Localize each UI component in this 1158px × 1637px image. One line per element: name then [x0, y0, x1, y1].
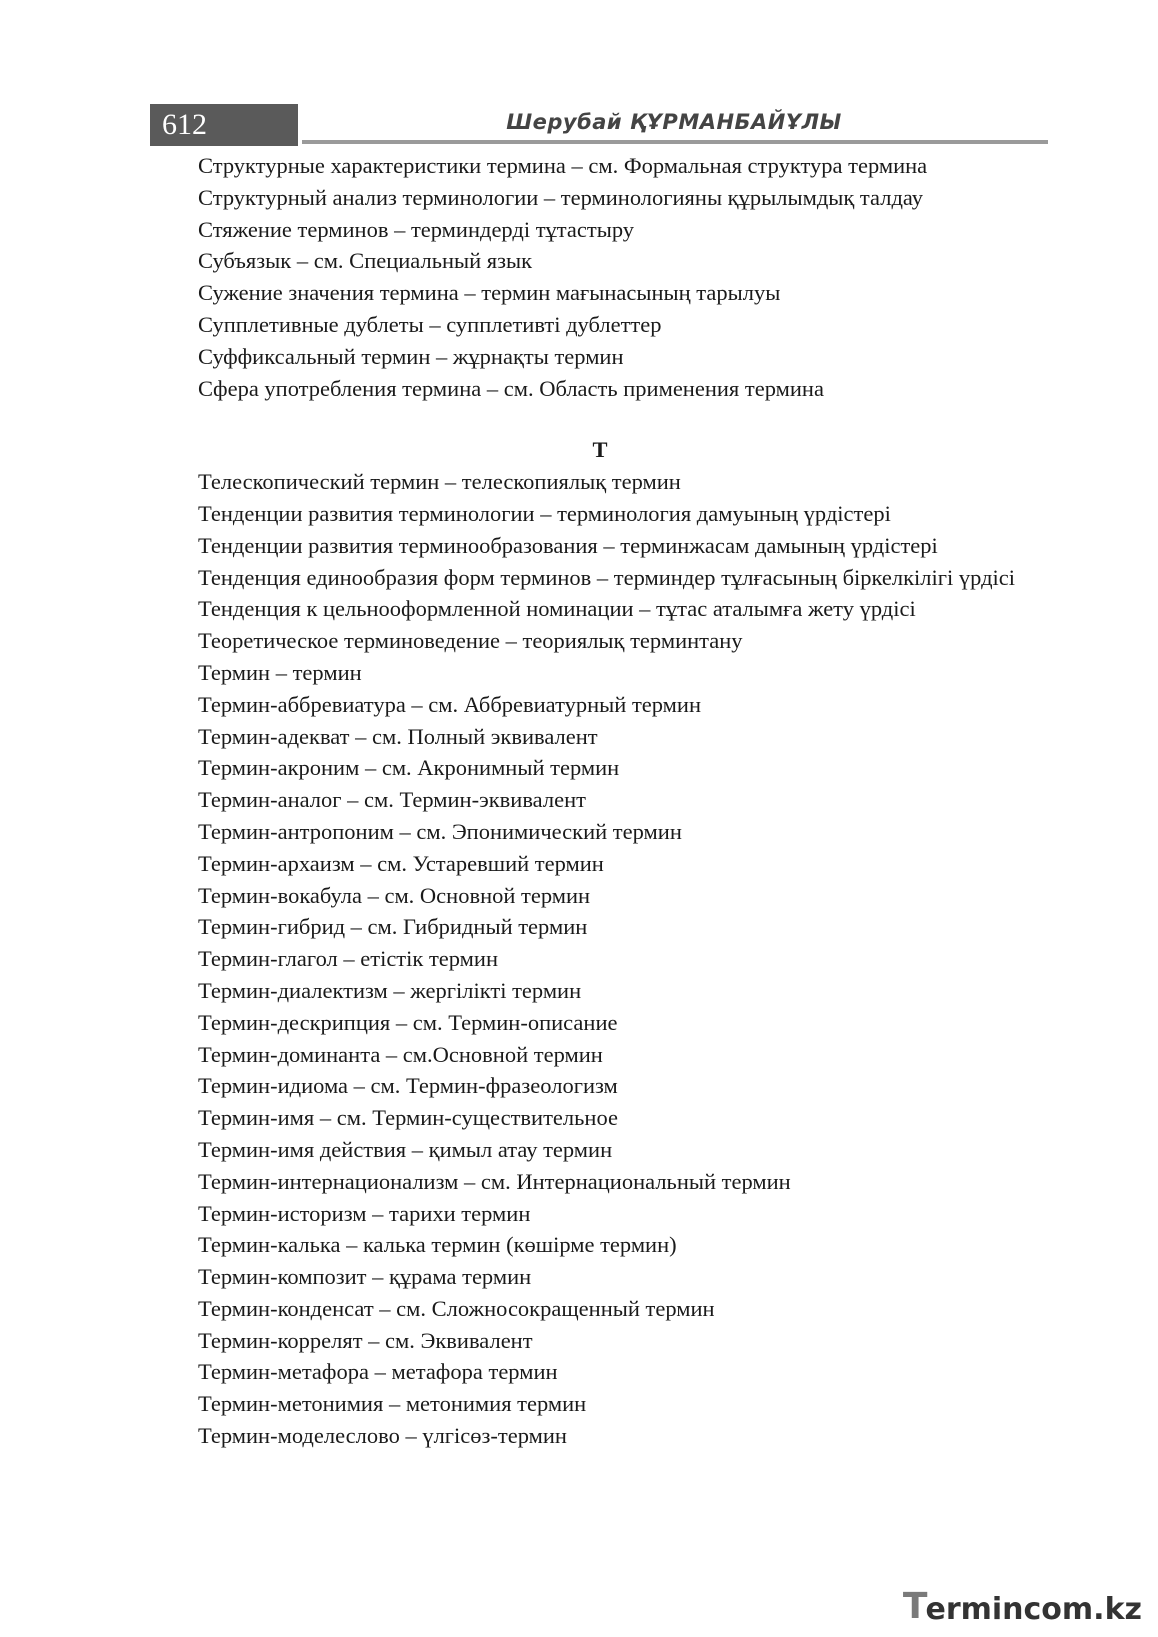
entry-list-t: [152, 466, 1048, 1452]
list-item: Термин-имя – см. Термин-существительное: [198, 1105, 618, 1131]
running-head-author: Шерубай ҚҰРМАНБАЙҰЛЫ: [506, 110, 842, 134]
list-item: Термин-калька – калька термин (көшірме термин): [198, 1232, 677, 1258]
dictionary-content: [152, 150, 1048, 1452]
list-item: Супплетивные дублеты – супплетивті дублеттер: [198, 311, 662, 337]
list-item: Сужение значения термина – термин мағынасының тарылуы: [198, 280, 781, 306]
list-item: Термин-коррелят – см. Эквивалент: [198, 1327, 533, 1353]
list-item: Сфера употребления термина – см. Область применения термина: [198, 375, 824, 401]
list-item: Тенденции развития терминологии – терминология дамуының үрдістері: [198, 500, 891, 526]
list-item: Термин – термин: [198, 659, 362, 685]
logo-mark: T: [902, 1586, 928, 1627]
list-item: Термин-адекват – см. Полный эквивалент: [198, 723, 598, 749]
list-item: Термин-гибрид – см. Гибридный термин: [198, 914, 588, 940]
logo-text: ermincom.kz: [925, 1592, 1142, 1627]
section-letter-heading: Т: [592, 437, 608, 463]
list-item: Телескопический термин – телескопиялық термин: [198, 469, 681, 495]
list-item: Субъязык – см. Специальный язык: [198, 248, 533, 274]
list-item: Стяжение терминов – терминдерді тұтастыру: [198, 216, 635, 242]
list-item: Термин-диалектизм – жергілікті термин: [198, 977, 582, 1003]
list-item: Теоретическое терминоведение – теориялық терминтану: [198, 628, 743, 654]
list-item: Термин-композит – құрама термин: [198, 1264, 532, 1290]
list-item: Термин-аналог – см. Термин-эквивалент: [198, 787, 586, 813]
list-item: Термин-архаизм – см. Устаревший термин: [198, 850, 604, 876]
list-item: Термин-конденсат – см. Сложносокращенный термин: [198, 1295, 715, 1321]
list-item: Термин-акроним – см. Акронимный термин: [198, 755, 620, 781]
page-number: 612: [162, 108, 207, 141]
header-rule: [302, 140, 1048, 144]
list-item: Тенденция к цельнооформленной номинации – тұтас аталымға жету үрдісі: [198, 596, 916, 622]
list-item: Термин-антропоним – см. Эпонимический термин: [198, 818, 682, 844]
list-item: Термин-вокабула – см. Основной термин: [198, 882, 591, 908]
list-item: Термин-аббревиатура – см. Аббревиатурный термин: [198, 691, 701, 717]
page-header: [150, 104, 1048, 146]
list-item: Термин-метафора – метафора термин: [198, 1359, 558, 1385]
list-item: Термин-идиома – см. Термин-фразеологизм: [198, 1073, 618, 1099]
list-item: Термин-дескрипция – см. Термин-описание: [198, 1009, 618, 1035]
entry-list-s: [152, 150, 1048, 404]
list-item: Термин-имя действия – қимыл атау термин: [198, 1136, 613, 1162]
list-item: Термин-историзм – тарихи термин: [198, 1200, 531, 1226]
list-item: Тенденция единообразия форм терминов – терминдер тұлғасының біркелкілігі үрдісі: [198, 564, 1016, 590]
list-item: Термин-интернационализм – см. Интернациональный термин: [198, 1168, 791, 1194]
list-item: Структурные характеристики термина – см. Формальная структура термина: [198, 153, 928, 178]
list-item: Термин-моделеслово – үлгісөз-термин: [198, 1423, 567, 1449]
list-item: Тенденции развития терминообразования – терминжасам дамының үрдістері: [198, 532, 938, 558]
list-item: Структурный анализ терминологии – терминологияны құрылымдық талдау: [198, 184, 923, 210]
list-item: Термин-метонимия – метонимия термин: [198, 1391, 587, 1417]
list-item: Термин-доминанта – см.Основной термин: [198, 1041, 603, 1067]
list-item: Суффиксальный термин – жұрнақты термин: [198, 343, 624, 369]
list-item: Термин-глагол – етістік термин: [198, 946, 498, 972]
termincom-logo: [903, 1585, 1142, 1627]
page-number-box: [150, 104, 298, 146]
